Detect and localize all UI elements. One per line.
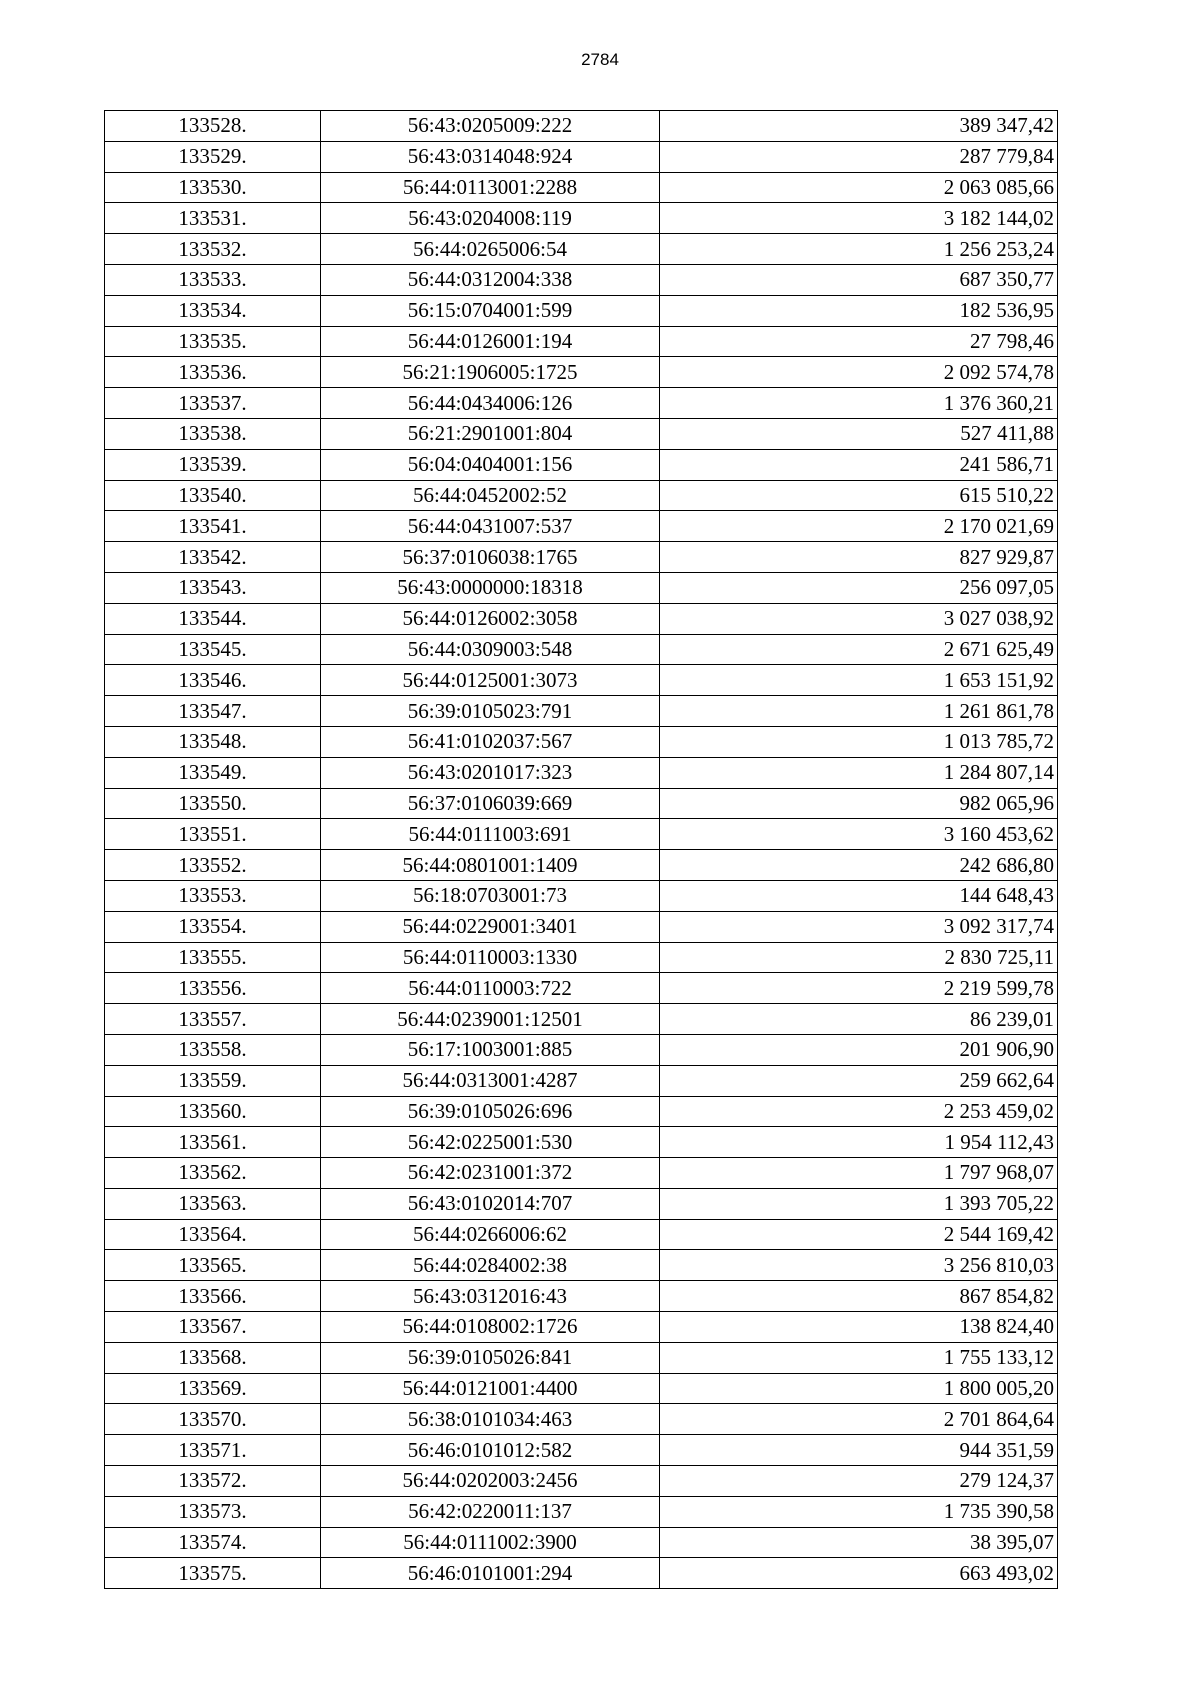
cadastral-number-cell: 56:44:0108002:1726 [321, 1312, 660, 1343]
cadastral-number-cell: 56:41:0102037:567 [321, 726, 660, 757]
table-row [105, 726, 1058, 757]
value-cell: 242 686,80 [660, 850, 1058, 881]
cadastral-number-cell: 56:37:0106038:1765 [321, 542, 660, 573]
row-number-cell: 133564. [105, 1219, 321, 1250]
table-row [105, 1435, 1058, 1466]
value-cell: 615 510,22 [660, 480, 1058, 511]
cadastral-number-cell: 56:44:0284002:38 [321, 1250, 660, 1281]
row-number-cell: 133549. [105, 757, 321, 788]
value-cell: 86 239,01 [660, 1004, 1058, 1035]
table-row [105, 1127, 1058, 1158]
value-cell: 867 854,82 [660, 1281, 1058, 1312]
value-cell: 38 395,07 [660, 1527, 1058, 1558]
row-number-cell: 133574. [105, 1527, 321, 1558]
value-cell: 3 027 038,92 [660, 603, 1058, 634]
table-row [105, 1250, 1058, 1281]
value-cell: 3 092 317,74 [660, 911, 1058, 942]
table-row [105, 942, 1058, 973]
table-row [105, 603, 1058, 634]
row-number-cell: 133533. [105, 264, 321, 295]
table-row [105, 911, 1058, 942]
cadastral-number-cell: 56:39:0105026:841 [321, 1342, 660, 1373]
row-number-cell: 133555. [105, 942, 321, 973]
cadastral-number-cell: 56:43:0205009:222 [321, 111, 660, 142]
table-row [105, 449, 1058, 480]
cadastral-number-cell: 56:42:0231001:372 [321, 1158, 660, 1189]
row-number-cell: 133543. [105, 572, 321, 603]
value-cell: 241 586,71 [660, 449, 1058, 480]
cadastral-number-cell: 56:43:0201017:323 [321, 757, 660, 788]
table-row [105, 880, 1058, 911]
cadastral-number-cell: 56:15:0704001:599 [321, 295, 660, 326]
table-row [105, 1281, 1058, 1312]
row-number-cell: 133551. [105, 819, 321, 850]
row-number-cell: 133538. [105, 418, 321, 449]
cadastral-number-cell: 56:44:0452002:52 [321, 480, 660, 511]
row-number-cell: 133565. [105, 1250, 321, 1281]
value-cell: 1 284 807,14 [660, 757, 1058, 788]
value-cell: 3 256 810,03 [660, 1250, 1058, 1281]
cadastral-number-cell: 56:44:0111003:691 [321, 819, 660, 850]
row-number-cell: 133558. [105, 1034, 321, 1065]
row-number-cell: 133529. [105, 141, 321, 172]
cadastral-number-cell: 56:44:0265006:54 [321, 234, 660, 265]
cadastral-number-cell: 56:44:0312004:338 [321, 264, 660, 295]
cadastral-number-cell: 56:18:0703001:73 [321, 880, 660, 911]
value-cell: 1 653 151,92 [660, 665, 1058, 696]
cadastral-number-cell: 56:44:0202003:2456 [321, 1466, 660, 1497]
row-number-cell: 133553. [105, 880, 321, 911]
row-number-cell: 133534. [105, 295, 321, 326]
table-row [105, 757, 1058, 788]
row-number-cell: 133541. [105, 511, 321, 542]
table-row [105, 788, 1058, 819]
value-cell: 256 097,05 [660, 572, 1058, 603]
row-number-cell: 133569. [105, 1373, 321, 1404]
value-cell: 2 219 599,78 [660, 973, 1058, 1004]
value-cell: 2 063 085,66 [660, 172, 1058, 203]
value-cell: 687 350,77 [660, 264, 1058, 295]
row-number-cell: 133536. [105, 357, 321, 388]
value-cell: 259 662,64 [660, 1065, 1058, 1096]
row-number-cell: 133540. [105, 480, 321, 511]
row-number-cell: 133535. [105, 326, 321, 357]
cadastral-number-cell: 56:44:0431007:537 [321, 511, 660, 542]
row-number-cell: 133542. [105, 542, 321, 573]
value-cell: 144 648,43 [660, 880, 1058, 911]
cadastral-number-cell: 56:44:0111002:3900 [321, 1527, 660, 1558]
value-cell: 2 544 169,42 [660, 1219, 1058, 1250]
table-row [105, 295, 1058, 326]
cadastral-number-cell: 56:04:0404001:156 [321, 449, 660, 480]
cadastral-number-cell: 56:44:0113001:2288 [321, 172, 660, 203]
cadastral-number-cell: 56:39:0105023:791 [321, 696, 660, 727]
cadastral-number-cell: 56:42:0220011:137 [321, 1496, 660, 1527]
value-cell: 2 253 459,02 [660, 1096, 1058, 1127]
row-number-cell: 133528. [105, 111, 321, 142]
cadastral-number-cell: 56:17:1003001:885 [321, 1034, 660, 1065]
cadastral-number-cell: 56:44:0110003:722 [321, 973, 660, 1004]
value-cell: 1 954 112,43 [660, 1127, 1058, 1158]
table-row [105, 696, 1058, 727]
value-cell: 287 779,84 [660, 141, 1058, 172]
row-number-cell: 133546. [105, 665, 321, 696]
row-number-cell: 133557. [105, 1004, 321, 1035]
value-cell: 2 170 021,69 [660, 511, 1058, 542]
table-row [105, 665, 1058, 696]
table-row [105, 511, 1058, 542]
table-row [105, 1404, 1058, 1435]
value-cell: 1 755 133,12 [660, 1342, 1058, 1373]
value-cell: 2 701 864,64 [660, 1404, 1058, 1435]
table-row [105, 572, 1058, 603]
row-number-cell: 133560. [105, 1096, 321, 1127]
cadastral-number-cell: 56:44:0126002:3058 [321, 603, 660, 634]
value-cell: 389 347,42 [660, 111, 1058, 142]
table-row [105, 1558, 1058, 1589]
table-row [105, 326, 1058, 357]
value-cell: 1 256 253,24 [660, 234, 1058, 265]
table-row [105, 418, 1058, 449]
row-number-cell: 133568. [105, 1342, 321, 1373]
cadastral-number-cell: 56:37:0106039:669 [321, 788, 660, 819]
row-number-cell: 133550. [105, 788, 321, 819]
table-row [105, 634, 1058, 665]
table-row [105, 203, 1058, 234]
table-row [105, 542, 1058, 573]
page-number: 2784 [581, 50, 619, 69]
table-row [105, 1158, 1058, 1189]
row-number-cell: 133544. [105, 603, 321, 634]
table-row [105, 1342, 1058, 1373]
cadastral-number-cell: 56:43:0204008:119 [321, 203, 660, 234]
table-row [105, 111, 1058, 142]
cadastral-number-cell: 56:42:0225001:530 [321, 1127, 660, 1158]
value-cell: 3 182 144,02 [660, 203, 1058, 234]
cadastral-number-cell: 56:44:0266006:62 [321, 1219, 660, 1250]
cadastral-number-cell: 56:21:2901001:804 [321, 418, 660, 449]
cadastral-number-cell: 56:43:0000000:18318 [321, 572, 660, 603]
cadastral-number-cell: 56:44:0110003:1330 [321, 942, 660, 973]
table-row [105, 1065, 1058, 1096]
table-row [105, 1096, 1058, 1127]
cadastral-number-cell: 56:43:0312016:43 [321, 1281, 660, 1312]
table-row [105, 357, 1058, 388]
cadastral-number-cell: 56:46:0101001:294 [321, 1558, 660, 1589]
table-row [105, 480, 1058, 511]
table-row [105, 1219, 1058, 1250]
value-cell: 3 160 453,62 [660, 819, 1058, 850]
table-row [105, 172, 1058, 203]
cadastral-number-cell: 56:44:0309003:548 [321, 634, 660, 665]
row-number-cell: 133554. [105, 911, 321, 942]
value-cell: 982 065,96 [660, 788, 1058, 819]
value-cell: 2 092 574,78 [660, 357, 1058, 388]
table-row [105, 1496, 1058, 1527]
value-cell: 1 393 705,22 [660, 1188, 1058, 1219]
table-row [105, 1004, 1058, 1035]
table-row [105, 1527, 1058, 1558]
value-cell: 1 261 861,78 [660, 696, 1058, 727]
row-number-cell: 133562. [105, 1158, 321, 1189]
value-cell: 1 735 390,58 [660, 1496, 1058, 1527]
row-number-cell: 133575. [105, 1558, 321, 1589]
table-row [105, 850, 1058, 881]
row-number-cell: 133547. [105, 696, 321, 727]
table-row [105, 1034, 1058, 1065]
table-row [105, 973, 1058, 1004]
cadastral-number-cell: 56:44:0801001:1409 [321, 850, 660, 881]
cadastral-number-cell: 56:44:0313001:4287 [321, 1065, 660, 1096]
row-number-cell: 133545. [105, 634, 321, 665]
value-cell: 279 124,37 [660, 1466, 1058, 1497]
cadastral-number-cell: 56:39:0105026:696 [321, 1096, 660, 1127]
cadastral-number-cell: 56:44:0121001:4400 [321, 1373, 660, 1404]
cadastral-number-cell: 56:43:0314048:924 [321, 141, 660, 172]
cadastral-number-cell: 56:44:0239001:12501 [321, 1004, 660, 1035]
table-row [105, 1312, 1058, 1343]
value-cell: 827 929,87 [660, 542, 1058, 573]
row-number-cell: 133559. [105, 1065, 321, 1096]
value-cell: 2 671 625,49 [660, 634, 1058, 665]
value-cell: 1 376 360,21 [660, 388, 1058, 419]
cadastral-number-cell: 56:38:0101034:463 [321, 1404, 660, 1435]
row-number-cell: 133570. [105, 1404, 321, 1435]
row-number-cell: 133537. [105, 388, 321, 419]
row-number-cell: 133572. [105, 1466, 321, 1497]
row-number-cell: 133563. [105, 1188, 321, 1219]
row-number-cell: 133561. [105, 1127, 321, 1158]
row-number-cell: 133552. [105, 850, 321, 881]
cadastral-number-cell: 56:43:0102014:707 [321, 1188, 660, 1219]
table-row [105, 234, 1058, 265]
table-row [105, 141, 1058, 172]
value-cell: 2 830 725,11 [660, 942, 1058, 973]
row-number-cell: 133573. [105, 1496, 321, 1527]
cadastral-number-cell: 56:44:0229001:3401 [321, 911, 660, 942]
row-number-cell: 133539. [105, 449, 321, 480]
cadastral-number-cell: 56:44:0126001:194 [321, 326, 660, 357]
row-number-cell: 133531. [105, 203, 321, 234]
value-cell: 663 493,02 [660, 1558, 1058, 1589]
table-row [105, 264, 1058, 295]
value-cell: 944 351,59 [660, 1435, 1058, 1466]
table-row [105, 1466, 1058, 1497]
value-cell: 1 800 005,20 [660, 1373, 1058, 1404]
value-cell: 182 536,95 [660, 295, 1058, 326]
row-number-cell: 133530. [105, 172, 321, 203]
cadastral-number-cell: 56:44:0125001:3073 [321, 665, 660, 696]
value-cell: 27 798,46 [660, 326, 1058, 357]
value-cell: 201 906,90 [660, 1034, 1058, 1065]
table-row [105, 819, 1058, 850]
table-body [105, 111, 1058, 1589]
row-number-cell: 133532. [105, 234, 321, 265]
cadastral-number-cell: 56:21:1906005:1725 [321, 357, 660, 388]
row-number-cell: 133548. [105, 726, 321, 757]
row-number-cell: 133567. [105, 1312, 321, 1343]
value-cell: 1 013 785,72 [660, 726, 1058, 757]
cadastral-value-table [104, 110, 1058, 1589]
value-cell: 1 797 968,07 [660, 1158, 1058, 1189]
cadastral-number-cell: 56:44:0434006:126 [321, 388, 660, 419]
value-cell: 138 824,40 [660, 1312, 1058, 1343]
value-cell: 527 411,88 [660, 418, 1058, 449]
table-row [105, 388, 1058, 419]
row-number-cell: 133571. [105, 1435, 321, 1466]
cadastral-number-cell: 56:46:0101012:582 [321, 1435, 660, 1466]
row-number-cell: 133556. [105, 973, 321, 1004]
table-row [105, 1373, 1058, 1404]
table-row [105, 1188, 1058, 1219]
row-number-cell: 133566. [105, 1281, 321, 1312]
